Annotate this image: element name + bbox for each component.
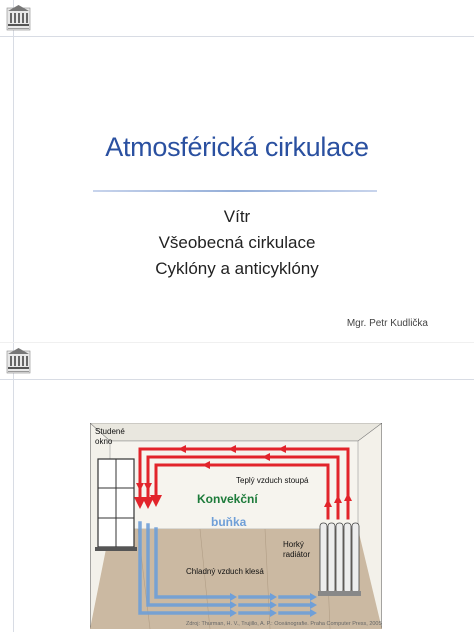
label-cold-air: Chladný vzduch klesá bbox=[186, 567, 264, 576]
convection-cell-illustration bbox=[90, 423, 382, 629]
label-radiator-line2: radiátor bbox=[283, 550, 311, 559]
image-credit: Zdroj: Thurman, H. V., Trujillo, A. P.: Oceánografie. Praha Computer Press, 2005 bbox=[186, 621, 382, 627]
subtitle-general-circulation: Všeobecná cirkulace bbox=[158, 233, 316, 252]
slide-title: Atmosférická cirkulace bbox=[105, 132, 369, 162]
label-window-line2: okno bbox=[95, 437, 113, 446]
slide-vertical-rule bbox=[13, 343, 14, 632]
subtitle-wind: Vítr bbox=[223, 207, 251, 226]
slide-horizontal-rule bbox=[0, 379, 474, 380]
subtitle-cyclones: Cyklóny a anticyklóny bbox=[155, 259, 319, 278]
school-logo-icon bbox=[5, 347, 32, 377]
author-name: Mgr. Petr Kudlička bbox=[346, 318, 428, 329]
school-logo-icon bbox=[5, 4, 32, 34]
label-convection: Konvekční bbox=[197, 492, 258, 506]
label-warm-air: Teplý vzduch stoupá bbox=[236, 476, 309, 485]
title-underline bbox=[93, 190, 377, 192]
slide-horizontal-rule bbox=[0, 36, 474, 37]
label-cell: buňka bbox=[211, 515, 247, 529]
label-radiator-line1: Horký bbox=[283, 540, 304, 549]
label-window-line1: Studené bbox=[95, 427, 125, 436]
convection-slide bbox=[0, 343, 474, 632]
slide-vertical-rule bbox=[13, 0, 14, 342]
